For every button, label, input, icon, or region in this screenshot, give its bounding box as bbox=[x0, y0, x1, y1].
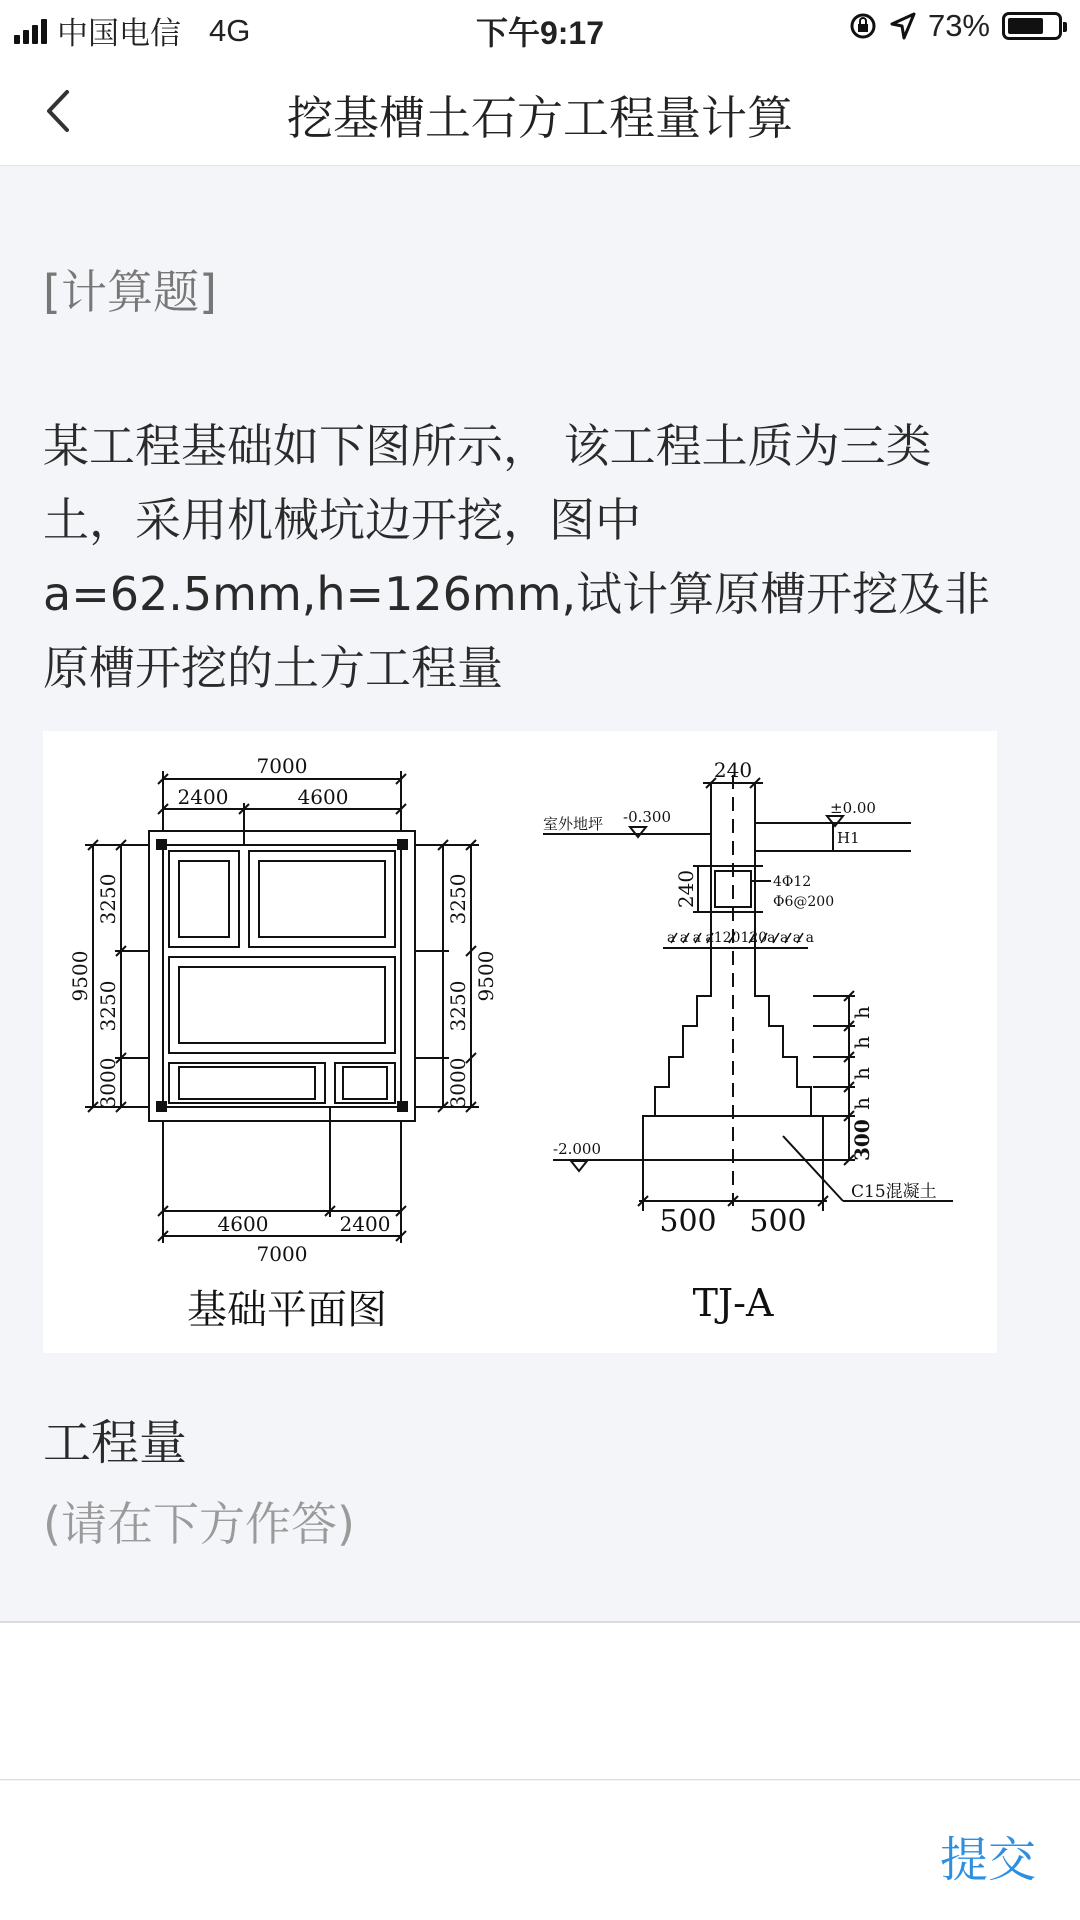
plan-dim-right-1: 3250 bbox=[446, 873, 470, 925]
section-tj-a bbox=[543, 775, 953, 1211]
status-right bbox=[848, 8, 1062, 44]
bottom-bar bbox=[0, 1781, 1080, 1920]
question-text: 某工程基础如下图所示， 该工程土质为三类土，采用机械坑边开挖，图中a=62.5mm,h=126mm,试计算原槽开挖及非原槽开挖的土方工程量 bbox=[43, 419, 991, 695]
plan-dim-left-1: 3250 bbox=[96, 873, 120, 925]
section-base-height: 300 bbox=[850, 1119, 874, 1161]
section-h1: H1 bbox=[837, 829, 860, 847]
plan-dim-top-total: 7000 bbox=[256, 754, 308, 778]
foundation-plan bbox=[85, 771, 479, 1243]
location-arrow-icon bbox=[890, 12, 916, 40]
section-concrete-label: C15混凝土 bbox=[851, 1182, 937, 1202]
plan-dim-bottom-left: 4600 bbox=[217, 1212, 269, 1236]
status-bar bbox=[0, 0, 1080, 56]
plan-dim-right-total: 9500 bbox=[474, 950, 498, 1002]
section-step-h-1: h bbox=[850, 1006, 874, 1019]
section-half-width-right: 500 bbox=[749, 1204, 807, 1239]
status-time: 下午9:17 bbox=[475, 15, 605, 51]
section-zero-level: ±0.00 bbox=[830, 799, 876, 817]
plan-dim-left-2: 3250 bbox=[96, 980, 120, 1032]
plan-dim-right-2: 3250 bbox=[446, 980, 470, 1032]
section-step-h-3: h bbox=[850, 1067, 874, 1080]
section-offsets: a a a a120120a a a a bbox=[667, 930, 814, 946]
section-step-h-4: h bbox=[850, 1097, 874, 1110]
section-ground-level: -0.300 bbox=[623, 808, 672, 826]
section-ground-label: 室外地坪 bbox=[543, 815, 604, 833]
section-beam-height: 240 bbox=[674, 869, 698, 909]
figure-drawing bbox=[43, 731, 997, 1353]
rotation-lock-icon bbox=[848, 11, 878, 41]
divider bbox=[0, 1779, 1080, 1780]
answer-hint: (请在下方作答) bbox=[43, 1497, 355, 1551]
battery-icon bbox=[1002, 12, 1062, 40]
battery-percent: 73% bbox=[927, 8, 990, 43]
plan-dim-top-right: 4600 bbox=[297, 785, 349, 809]
page-title: 挖基槽土石方工程量计算 bbox=[287, 91, 793, 145]
section-rebar-main: 4Φ12 bbox=[773, 874, 812, 890]
section-bottom-level: -2.000 bbox=[553, 1140, 602, 1158]
carrier-name: 中国电信 bbox=[57, 16, 181, 51]
plan-dim-top-left: 2400 bbox=[177, 785, 229, 809]
section-half-width-left: 500 bbox=[659, 1204, 717, 1239]
section-caption: TJ-A bbox=[692, 1281, 774, 1325]
question-type: [计算题] bbox=[43, 265, 217, 319]
plan-dim-left-3: 3000 bbox=[96, 1057, 120, 1109]
question-figure bbox=[43, 731, 997, 1353]
section-wall-width: 240 bbox=[713, 758, 753, 782]
question-content bbox=[0, 166, 1080, 1621]
section-step-h-2: h bbox=[850, 1036, 874, 1049]
submit-button[interactable]: 提交 bbox=[939, 1832, 1036, 1888]
plan-dim-left-total: 9500 bbox=[68, 950, 92, 1002]
nav-bar bbox=[0, 56, 1080, 166]
answer-input-area[interactable] bbox=[0, 1623, 1080, 1779]
plan-dim-right-3: 3000 bbox=[446, 1057, 470, 1109]
plan-dim-bottom-right: 2400 bbox=[339, 1212, 391, 1236]
plan-caption: 基础平面图 bbox=[187, 1287, 387, 1333]
section-rebar-stirrup: Φ6@200 bbox=[773, 894, 835, 910]
answer-label: 工程量 bbox=[43, 1415, 188, 1471]
plan-dim-bottom-total: 7000 bbox=[256, 1242, 308, 1266]
network-type: 4G bbox=[209, 12, 251, 48]
